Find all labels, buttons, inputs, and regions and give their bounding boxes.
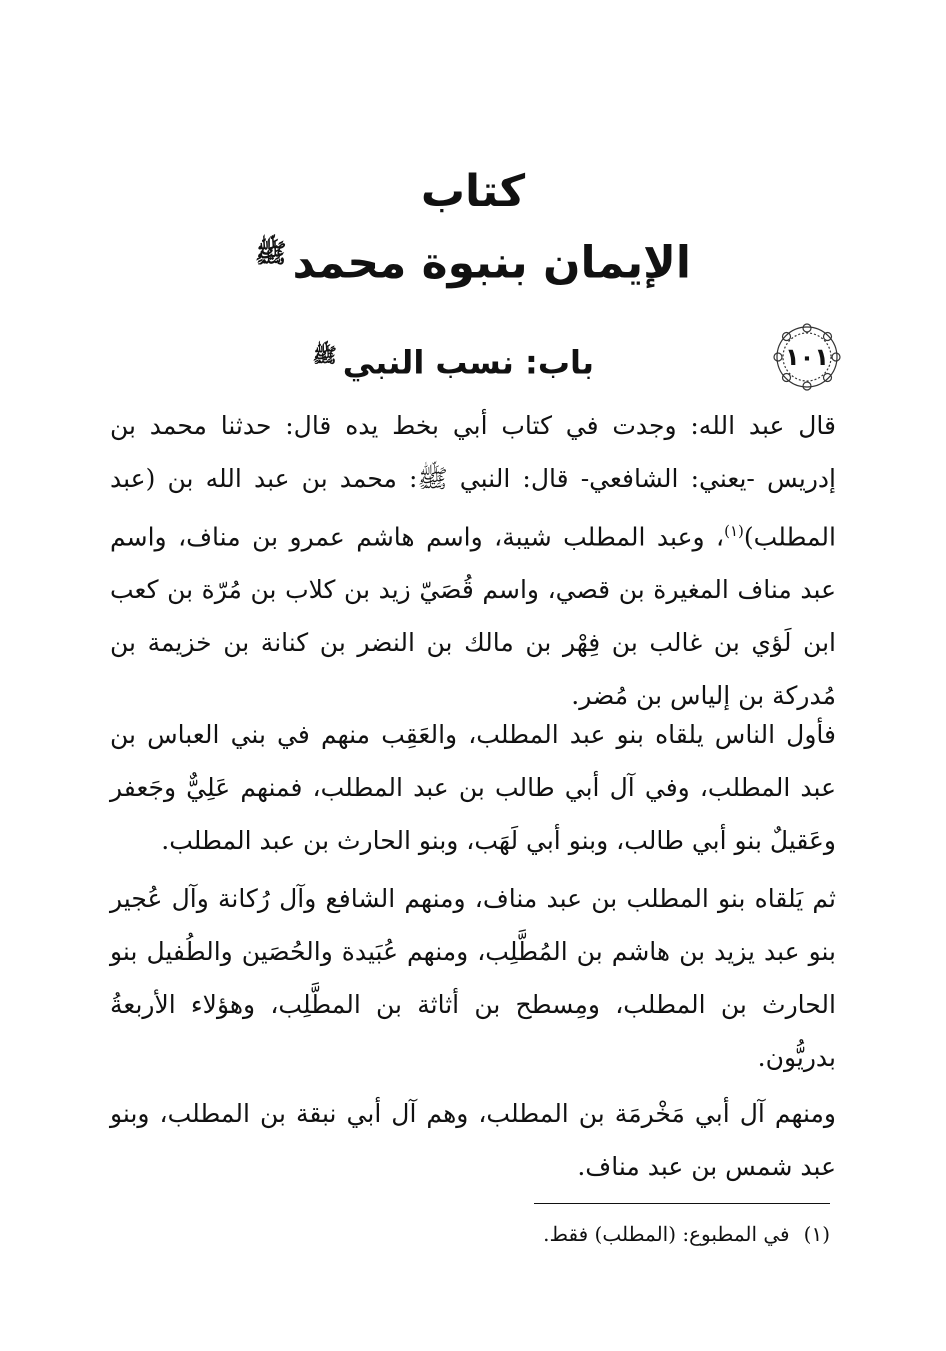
book-title-text: الإيمان بنبوة محمد <box>292 237 691 289</box>
chapter-title <box>313 330 594 388</box>
footnote-divider <box>534 1203 830 1204</box>
book-heading <box>0 162 946 296</box>
honorific-mark: ﷺ <box>255 239 287 269</box>
paragraph-1 <box>110 399 836 722</box>
footnote-number: (١) <box>803 1222 830 1246</box>
book-title <box>0 222 946 296</box>
book-word: كتاب <box>420 166 526 217</box>
paragraph-2: فأول الناس يلقاه بنو عبد المطلب، والعَقِب منهم في بني العباس بن عبد المطلب، وفي آل أبي طالب بن عبد المطلب، فمنهم عَلِيٌّ وجَعفر وعَقيلٌ بنو أبي طالب، وبنو أبي لَهَب، وبنو الحارث بن عبد المطلب. <box>110 720 836 855</box>
footnote-reference[interactable]: (١) <box>724 522 744 540</box>
paragraph-1-text: قال عبد الله: وجدت في كتاب أبي بخط يده قال: حدثنا محمد بن إدريس -يعني: الشافعي- قال: النبي ﷺ: محمد بن عبد الله بن (عبد المطلب) <box>110 411 836 552</box>
footnote <box>543 1216 830 1252</box>
paragraph-1-rest: ، وعبد المطلب شيبة، واسم هاشم عمرو بن مناف، واسم عبد مناف المغيرة بن قصي، واسم قُصَيّ زيد بن كلاب بن مُرّة بن كعب ابن لَؤي بن غالب بن فِهْر بن مالك بن النضر بن كنانة بن خزيمة بن مُدركة بن إلياس بن مُضر. <box>110 522 836 711</box>
chapter-header <box>0 322 946 392</box>
honorific-mark: ﷺ <box>312 343 337 367</box>
paragraph-4: ومنهم آل أبي مَخْرمَة بن المطلب، وهم آل أبي نبقة بن المطلب، وبنو عبد شمس بن عبد مناف. <box>110 1099 836 1181</box>
footnote-text: في المطبوع: (المطلب) فقط. <box>543 1222 790 1246</box>
chapter-title-text: باب: نسب النبي <box>342 343 594 382</box>
paragraph-3: ثم يَلقاه بنو المطلب بن عبد مناف، ومنهم الشافع وآل رُكانة وآل عُجير بنو عبد يزيد بن هاشم بن المُطَّلِب، ومنهم عُبَيدة والحُصَين والطُفيل بنو الحارث بن المطلب، ومِسطح بن أثاثة بن المطَّلِب، وهؤلاء الأربعةُ بدريُّون. <box>110 884 836 1072</box>
chapter-number: ١٠١ <box>785 343 829 371</box>
